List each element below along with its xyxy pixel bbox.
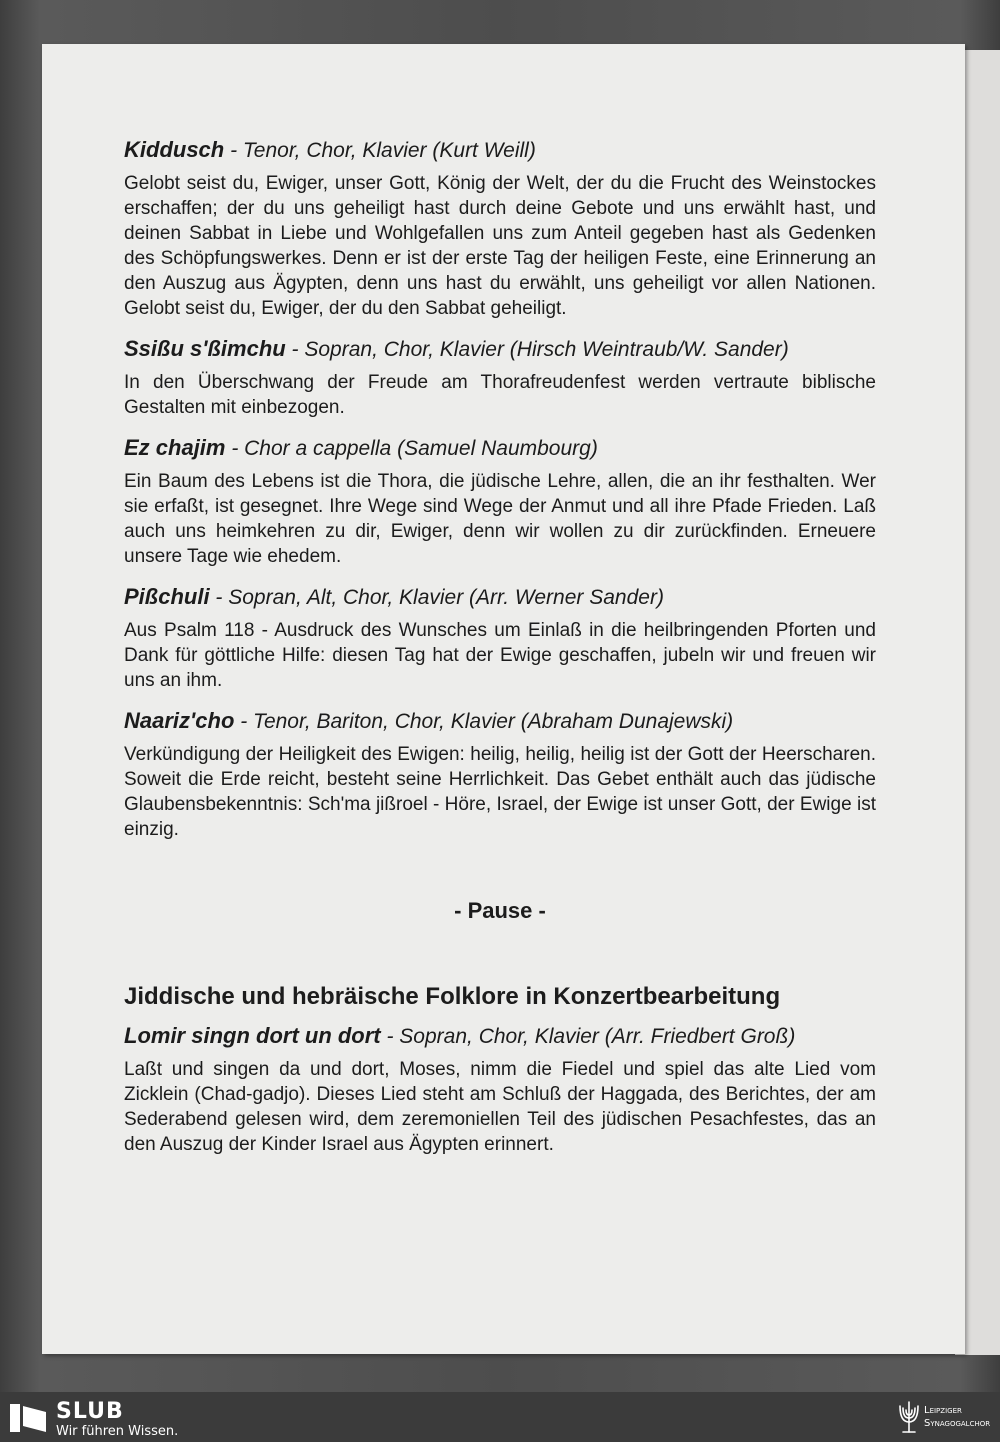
folklore-heading: Jiddische und hebräische Folklore in Konzertbearbeitung bbox=[124, 983, 781, 1010]
piece-text: Gelobt seist du, Ewiger, unser Gott, König der Welt, der du die Frucht des Weinstockes erschaffen; der du uns geheiligt hast durch deine Gebote und uns erwählt hast, und deinen Sabbat in Liebe und Wohlgefallen uns zum Anteil gegeben hast als Gedenken des Schöpfungswerkes. Denn er ist der erste Tag der heiligen Feste, eine Erinnerung an den Auszug aus Ägypten, denn uns hast du erwählt, uns geheiligt vor allen Nationen. Gelobt seist du, Ewiger, der du den Sabbat geheiligt. bbox=[124, 173, 876, 319]
piece-title: Lomir singn dort un dort bbox=[124, 1023, 381, 1048]
piece-text: Verkündigung der Heiligkeit des Ewigen: heilig, heilig, heilig ist der Gott der Heerscharen. Soweit die Erde reicht, besteht seine Herrlichkeit. Das Gebet enthält auch das jüdische Glaubensbekenntnis: Sch'ma jißroel - Höre, Israel, der Ewige ist unser Gott, der Ewige ist einzig. bbox=[124, 744, 876, 840]
piece-description: - Tenor, Chor, Klavier (Kurt Weill) bbox=[224, 139, 536, 162]
slub-motto: Wir führen Wissen. bbox=[56, 1424, 179, 1439]
section-heading bbox=[124, 335, 876, 364]
section-heading bbox=[124, 583, 876, 612]
section-naarizcho bbox=[124, 707, 876, 842]
slub-brand: SLUB bbox=[56, 1399, 124, 1424]
partner-name bbox=[924, 1404, 990, 1430]
piece-text: In den Überschwang der Freude am Thorafreudenfest werden vertraute biblische Gestalten mit einbezogen. bbox=[124, 372, 876, 418]
section-heading bbox=[124, 136, 876, 165]
pause-label: - Pause - bbox=[454, 898, 546, 923]
piece-text: Aus Psalm 118 - Ausdruck des Wunsches um Einlaß in die heilbringenden Pforten und Dank für göttliche Hilfe: diesen Tag hat der Ewige geschaffen, jubeln wir und freuen wir uns an ihm. bbox=[124, 620, 876, 691]
piece-text: Ein Baum des Lebens ist die Thora, die jüdische Lehre, allen, die an ihr festhalten. Wer sie erfaßt, ist gesegnet. Ihre Wege sind Wege der Anmut und all ihre Pfade Frieden. Laß auch uns heimkehren zu dir, Ewiger, denn wir wollen zu dir zurückfinden. Erneuere unsere Tage wie ehedem. bbox=[124, 471, 876, 567]
partner-line-1: Leipziger bbox=[924, 1405, 962, 1416]
piece-title: Naariz'cho bbox=[124, 708, 235, 733]
section-kiddusch bbox=[124, 136, 876, 321]
piece-description: - Chor a cappella (Samuel Naumbourg) bbox=[225, 437, 598, 460]
section-pisschuli bbox=[124, 583, 876, 693]
section-ez-chajim bbox=[124, 434, 876, 569]
piece-description: - Tenor, Bariton, Chor, Klavier (Abraham Dunajewski) bbox=[234, 710, 734, 733]
slub-book-icon bbox=[10, 1404, 46, 1432]
section-heading bbox=[124, 1022, 876, 1051]
piece-title: Kiddusch bbox=[124, 137, 225, 162]
section-ssissu bbox=[124, 335, 876, 420]
section-heading bbox=[124, 707, 876, 736]
piece-description: - Sopran, Alt, Chor, Klavier (Arr. Werner Sander) bbox=[209, 586, 664, 609]
piece-description: - Sopran, Chor, Klavier (Hirsch Weintraub/W. Sander) bbox=[285, 338, 789, 361]
piece-title: Pißchuli bbox=[124, 584, 210, 609]
section-lomir-singn bbox=[124, 1022, 876, 1157]
piece-title: Ez chajim bbox=[124, 435, 226, 460]
viewer-footer bbox=[0, 1392, 1000, 1442]
piece-text: Laßt und singen da und dort, Moses, nimm die Fiedel und spiel das alte Lied vom Zicklein (Chad-gadjo). Dieses Lied steht am Schluß der Haggada, des Berichtes, der am Sederabend gelesen wird, dem zeremoniellen Teil des jüdischen Pesachfestes, das an den Auszug der Kinder Israel aus Ägypten erinnert. bbox=[124, 1059, 876, 1155]
menorah-icon bbox=[897, 1398, 921, 1436]
program-content bbox=[124, 136, 876, 1171]
section-heading bbox=[124, 434, 876, 463]
partner-line-2: Synagogalchor bbox=[924, 1418, 991, 1429]
piece-description: - Sopran, Chor, Klavier (Arr. Friedbert Groß) bbox=[380, 1025, 796, 1048]
piece-title: Ssißu s'ßimchu bbox=[124, 336, 286, 361]
